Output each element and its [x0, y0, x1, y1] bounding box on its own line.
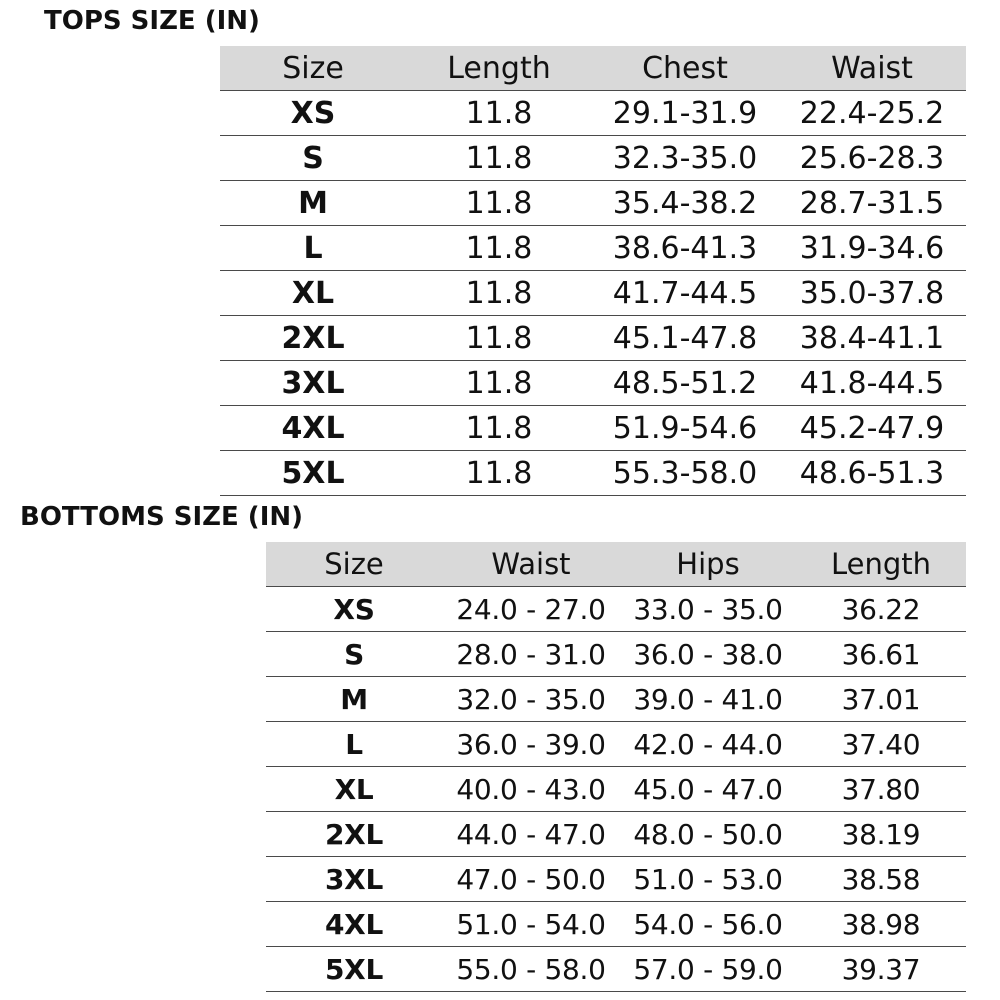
measurement-waist: 31.9-34.6: [778, 226, 966, 271]
size-label: 5XL: [220, 451, 406, 496]
column-header-size: Size: [220, 46, 406, 91]
measurement-hips: 39.0 - 41.0: [620, 677, 796, 722]
measurement-waist: 28.7-31.5: [778, 181, 966, 226]
measurement-hips: 36.0 - 38.0: [620, 632, 796, 677]
table-row: [220, 226, 966, 271]
measurement-length: 11.8: [406, 406, 592, 451]
measurement-length: 11.8: [406, 226, 592, 271]
size-label: XL: [266, 767, 442, 812]
measurement-length: 38.58: [796, 857, 966, 902]
column-header-chest: Chest: [592, 46, 778, 91]
size-label: S: [220, 136, 406, 181]
measurement-chest: 35.4-38.2: [592, 181, 778, 226]
measurement-length: 11.8: [406, 181, 592, 226]
size-label: 4XL: [220, 406, 406, 451]
table-row: [266, 677, 966, 722]
table-row: [220, 181, 966, 226]
table-row: [220, 316, 966, 361]
measurement-length: 38.98: [796, 902, 966, 947]
measurement-length: 11.8: [406, 136, 592, 181]
measurement-length: 38.19: [796, 812, 966, 857]
measurement-waist: 38.4-41.1: [778, 316, 966, 361]
measurement-waist: 44.0 - 47.0: [442, 812, 620, 857]
measurement-waist: 47.0 - 50.0: [442, 857, 620, 902]
column-header-size: Size: [266, 542, 442, 587]
measurement-chest: 45.1-47.8: [592, 316, 778, 361]
measurement-waist: 48.6-51.3: [778, 451, 966, 496]
measurement-length: 37.40: [796, 722, 966, 767]
measurement-chest: 29.1-31.9: [592, 91, 778, 136]
measurement-chest: 38.6-41.3: [592, 226, 778, 271]
table-row: [220, 271, 966, 316]
size-label: L: [220, 226, 406, 271]
table-row: [266, 767, 966, 812]
measurement-waist: 32.0 - 35.0: [442, 677, 620, 722]
measurement-length: 11.8: [406, 361, 592, 406]
measurement-hips: 45.0 - 47.0: [620, 767, 796, 812]
measurement-waist: 41.8-44.5: [778, 361, 966, 406]
measurement-length: 36.22: [796, 587, 966, 632]
table-row: [266, 722, 966, 767]
bottoms-size-title: BOTTOMS SIZE (IN): [20, 502, 304, 532]
size-label: L: [266, 722, 442, 767]
measurement-waist: 36.0 - 39.0: [442, 722, 620, 767]
measurement-chest: 32.3-35.0: [592, 136, 778, 181]
column-header-length: Length: [796, 542, 966, 587]
size-label: 3XL: [266, 857, 442, 902]
column-header-hips: Hips: [620, 542, 796, 587]
size-label: XS: [266, 587, 442, 632]
measurement-hips: 57.0 - 59.0: [620, 947, 796, 992]
measurement-waist: 25.6-28.3: [778, 136, 966, 181]
measurement-waist: 55.0 - 58.0: [442, 947, 620, 992]
bottoms-size-table: [266, 542, 966, 992]
size-label: 2XL: [266, 812, 442, 857]
column-header-waist: Waist: [442, 542, 620, 587]
measurement-length: 39.37: [796, 947, 966, 992]
column-header-length: Length: [406, 46, 592, 91]
measurement-length: 37.80: [796, 767, 966, 812]
size-label: 3XL: [220, 361, 406, 406]
measurement-waist: 28.0 - 31.0: [442, 632, 620, 677]
measurement-waist: 51.0 - 54.0: [442, 902, 620, 947]
measurement-waist: 24.0 - 27.0: [442, 587, 620, 632]
measurement-length: 11.8: [406, 451, 592, 496]
size-label: 4XL: [266, 902, 442, 947]
measurement-length: 11.8: [406, 316, 592, 361]
table-row: [266, 857, 966, 902]
size-label: M: [220, 181, 406, 226]
measurement-waist: 45.2-47.9: [778, 406, 966, 451]
tops-size-table: [220, 46, 966, 496]
table-row: [220, 361, 966, 406]
size-label: 2XL: [220, 316, 406, 361]
size-label: XL: [220, 271, 406, 316]
measurement-chest: 55.3-58.0: [592, 451, 778, 496]
measurement-length: 11.8: [406, 271, 592, 316]
measurement-length: 11.8: [406, 91, 592, 136]
table-row: [266, 587, 966, 632]
measurement-chest: 51.9-54.6: [592, 406, 778, 451]
measurement-chest: 48.5-51.2: [592, 361, 778, 406]
table-header-row: [220, 46, 966, 91]
measurement-length: 37.01: [796, 677, 966, 722]
table-row: [220, 406, 966, 451]
measurement-hips: 33.0 - 35.0: [620, 587, 796, 632]
table-row: [220, 136, 966, 181]
table-row: [220, 451, 966, 496]
measurement-waist: 22.4-25.2: [778, 91, 966, 136]
size-label: S: [266, 632, 442, 677]
measurement-waist: 40.0 - 43.0: [442, 767, 620, 812]
column-header-waist: Waist: [778, 46, 966, 91]
tops-size-title: TOPS SIZE (IN): [44, 6, 260, 36]
table-header-row: [266, 542, 966, 587]
size-label: 5XL: [266, 947, 442, 992]
measurement-hips: 42.0 - 44.0: [620, 722, 796, 767]
size-label: M: [266, 677, 442, 722]
measurement-waist: 35.0-37.8: [778, 271, 966, 316]
size-label: XS: [220, 91, 406, 136]
table-row: [266, 812, 966, 857]
measurement-hips: 54.0 - 56.0: [620, 902, 796, 947]
table-row: [220, 91, 966, 136]
measurement-hips: 51.0 - 53.0: [620, 857, 796, 902]
table-row: [266, 632, 966, 677]
table-row: [266, 902, 966, 947]
table-row: [266, 947, 966, 992]
measurement-hips: 48.0 - 50.0: [620, 812, 796, 857]
measurement-length: 36.61: [796, 632, 966, 677]
measurement-chest: 41.7-44.5: [592, 271, 778, 316]
